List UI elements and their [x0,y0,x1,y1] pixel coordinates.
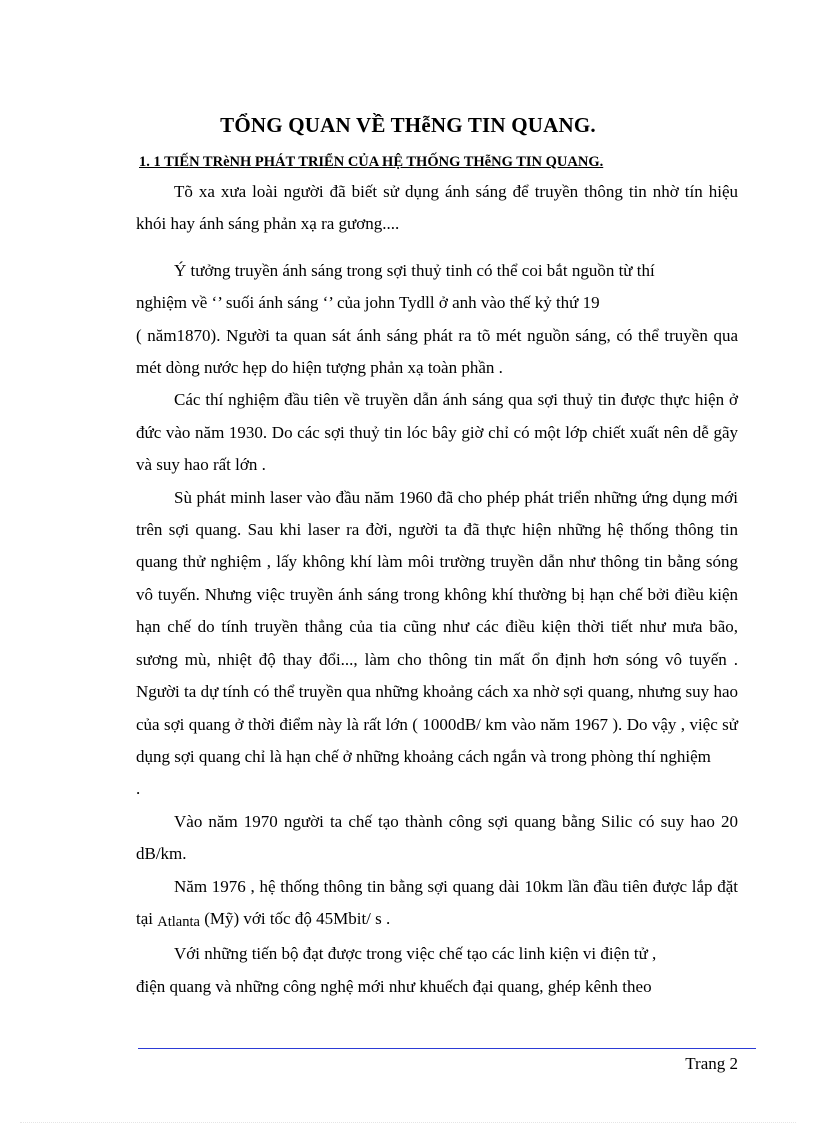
paragraph-2-line-1: Ý tưởng truyền ánh sáng trong sợi thuỷ tinh có thể coi bắt nguồn từ thí [174,260,655,280]
paragraph-7-line-1: Với những tiến bộ đạt được trong việc chế tạo các linh kiện vi điện tử , [174,944,657,964]
paragraph-1: Tõ xa xưa loài người đã biết sử dụng ánh sáng để truyền thông tin nhờ tín hiệu khói hay ánh sáng phản xạ ra gương.... [136,182,738,234]
paragraph-6-text-a: Năm 1976 , hệ thống thông tin bằng sợi quang dài 10km lần đầu tiên được lắp đặt tại [136,876,738,928]
paragraph-4-end: . [136,779,141,799]
footer-rule [138,1048,756,1049]
paragraph-3: Các thí nghiệm đầu tiên về truyền dẫn ánh sáng qua sợi thuỷ tin được thực hiện ở đức vào năm 1930. Do các sợi thuỷ tin lóc bây giờ chỉ có một lớp chiết xuất nên dễ gãy và suy hao rất lớn . [136,390,738,475]
paragraph-5: Vào năm 1970 người ta chế tạo thành công sợi quang bằng Silic có suy hao 20 dB/km. [136,811,738,864]
place-name: Atlanta [157,913,200,930]
paragraph-2-line-2: nghiệm về ‘’ suối ánh sáng ‘’ của john Tydll ở anh vào thế kỷ thứ 19 [136,293,600,313]
page-number: Trang 2 [685,1054,738,1073]
document-body [136,176,738,1003]
section-heading: 1. 1 TIẾN TRèNH PHÁT TRIỂN CỦA HỆ THỐNG THễNG TIN QUANG. [139,154,604,170]
paragraph-6 [136,871,738,939]
document-title: TỔNG QUAN VỀ THễNG TIN QUANG. [220,113,596,137]
paragraph-2-rest: ( năm1870). Người ta quan sát ánh sáng phát ra tõ mét nguồn sáng, có thể truyền qua mét dòng nước hẹp do hiện tượng phản xạ toàn phần . [136,325,738,378]
paragraph-7-line-2: điện quang và những công nghệ mới như khuếch đại quang, ghép kênh theo [136,976,652,996]
paragraph-4: Sù phát minh laser vào đầu năm 1960 đã cho phép phát triển những ứng dụng mới trên sợi quang. Sau khi laser ra đời, người ta đã thực hiện những hệ thống thông tin quang thử nghiệm , lấy không khí làm môi trường truyền dẫn như thông tin bằng sóng vô tuyến. Nhưng việc truyền ánh sáng trong không khí thường bị hạn chế bởi điều kiện hạn chế do tính truyền thẳng của tia cũng như các điều kiện thời tiết như mưa bão, sương mù, nhiệt độ thay đổi..., làm cho thông tin mất ổn định hơn sóng vô tuyến . Người ta dự tính có thể truyền qua những khoảng cách xa nhờ sợi quang, nhưng suy hao của sợi quang ở thời điểm này là rất lớn ( 1000dB/ km vào năm 1967 ). Do vậy , việc sử dụng sợi quang chỉ là hạn chế ở những khoảng cách ngắn và trong phòng thí nghiệm [136,487,738,766]
paragraph-6-text-b: (Mỹ) với tốc độ 45Mbit/ s . [204,908,391,928]
